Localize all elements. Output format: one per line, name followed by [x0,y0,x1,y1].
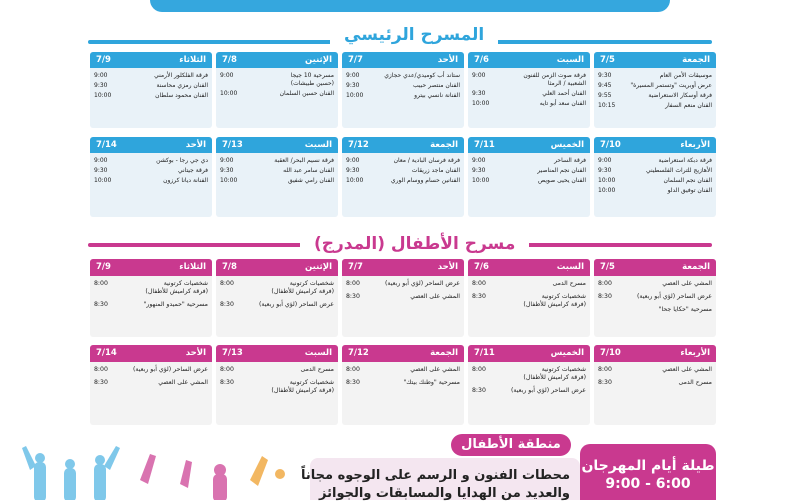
activity-time: 8:00 [346,366,360,373]
activity-name: الفنان توفيق الدلو [667,187,712,194]
kids-stage-title: مسرح الأطفال (المدرج) [300,231,529,257]
schedule-item [346,366,460,374]
day-name: الخميس [550,140,584,150]
kids-day-card [468,259,590,337]
day-date: 7/8 [222,262,237,272]
schedule-item [472,366,586,382]
day-card-header [90,345,212,362]
activity-time: 8:00 [346,280,360,287]
day-card-header [468,52,590,68]
activity-name: دي جي رجا - بوكشن [156,157,208,164]
schedule-item [220,157,334,165]
schedule-item [598,366,712,374]
day-date: 7/10 [600,140,621,150]
activity-time: 9:30 [346,82,360,89]
activity-name: موسيقات الأمن العام [659,72,712,79]
day-name: الأربعاء [680,140,710,150]
schedule-item [220,167,334,175]
festival-hours-title: طيلة أيام المهرجان [581,458,715,474]
main-day-card [594,52,716,128]
activity-time: 9:00 [220,157,234,164]
schedule-item [598,157,712,165]
activity-name: الفنان نجم السلمان [663,177,712,184]
kids-zone-line2: والعديد من الهدايا والمسابقات والجوائز [319,486,570,501]
activity-time: 8:30 [220,379,234,386]
day-name: الثلاثاء [179,55,206,65]
kids-day-card [216,345,338,425]
day-name: الأحد [185,140,206,150]
activity-time: 10:15 [598,102,616,109]
day-card-header [594,345,716,362]
main-day-card [342,52,464,128]
schedule-item [598,92,712,100]
activity-name: عرض الساحر (لؤي أبو ربعية) [637,293,712,300]
activity-time: 10:00 [598,187,616,194]
activity-name: الفنان نجم المناصير [537,167,586,174]
activity-name: مسرحية "حميدو المنهور" [143,301,208,308]
activity-name: فرقة دبكة استعراضية [658,157,712,164]
activity-name: فرقة أوسكار الاستعراضية [648,92,712,99]
activity-name: الفنانة نانسي بيترو [414,92,460,99]
activity-name: فرقة الساحر [554,157,586,164]
activity-name: شخصيات كرتونية (فرقة كراميش للأطفال) [271,280,334,295]
schedule-item [94,72,208,80]
day-name: الخميس [550,348,584,358]
main-day-card [90,137,212,217]
schedule-item [472,293,586,309]
kids-zone-panel [301,458,580,501]
activity-name: فرقة نسيم البحر/ العقبة [274,157,334,164]
activity-name: مسرح الدمى [678,379,712,386]
day-date: 7/13 [222,348,243,358]
kids-day-card [594,345,716,425]
activity-time: 9:55 [598,92,612,99]
schedule-item [346,379,460,387]
schedule-item [598,280,712,288]
activity-name: المشي على العصي [662,280,712,287]
activity-name: الأهازيج للتراث الفلسطيني [646,167,712,174]
schedule-item [220,72,334,88]
main-day-card [468,52,590,128]
activity-time: 8:30 [94,301,108,308]
day-card-header [216,137,338,153]
schedule-item [346,82,460,90]
kids-day-card [216,259,338,337]
day-name: الأحد [185,348,206,358]
day-date: 7/14 [96,348,117,358]
activity-time: 8:30 [472,387,486,394]
activity-name: الفنان محمود سلطان [155,92,208,99]
activity-time: 8:00 [472,280,486,287]
schedule-item [472,280,586,288]
kids-zone-title: منطقة الأطفال [451,434,571,456]
festival-hours-time: 6:00 - 9:00 [605,476,691,492]
activity-name: الفنانين حسام ووسام الوري [390,177,460,184]
activity-name: عرض الساحر (لؤي أبو ربعية) [259,301,334,308]
activity-name: المشي على العصي [662,366,712,373]
day-date: 7/6 [474,55,489,65]
activity-time: 9:30 [94,167,108,174]
activity-name: فرقة صوت الزمن للفنون الشعبية / الرمثا [523,72,586,87]
day-name: الثلاثاء [179,262,206,272]
schedule-item [472,177,586,185]
day-date: 7/5 [600,55,615,65]
activity-name: الفنانة ديانا كرزون [163,177,208,184]
day-date: 7/6 [474,262,489,272]
schedule-item [346,157,460,165]
schedule-item [346,167,460,175]
activity-time: 9:00 [94,157,108,164]
schedule-item [94,379,208,387]
day-date: 7/13 [222,140,243,150]
day-name: السبت [304,348,332,358]
schedule-item [346,280,460,288]
activity-name: عرض الساحر (لؤي أبو ربعية) [133,366,208,373]
activity-time: 9:30 [598,72,612,79]
kids-day-card [90,259,212,337]
day-card-header [468,345,590,362]
kids-day-card [90,345,212,425]
activity-time: 10:00 [472,100,490,107]
schedule-item [598,293,712,301]
day-name: الجمعة [430,348,458,358]
schedule-item [220,280,334,296]
schedule-item [598,187,712,195]
day-date: 7/14 [96,140,117,150]
activity-name: شخصيات كرتونية (فرقة كراميش للأطفال) [523,366,586,381]
schedule-item [598,82,712,90]
day-date: 7/12 [348,140,369,150]
schedule-item [472,157,586,165]
activity-name: مسرحية "وطنك بيتك" [403,379,460,386]
main-day-card [216,137,338,217]
activity-time: 9:00 [220,72,234,79]
activity-time: 10:00 [220,177,238,184]
schedule-item [94,82,208,90]
activity-time: 8:30 [598,379,612,386]
schedule-item [94,366,208,374]
activity-time: 10:00 [346,92,364,99]
activity-time: 10:00 [94,92,112,99]
day-card-header [342,52,464,68]
schedule-item [220,366,334,374]
activity-name: الفنان رامي شفيق [287,177,334,184]
activity-name: الفنان منعم السفار [665,102,712,109]
day-name: الجمعة [430,140,458,150]
activity-time: 9:30 [472,167,486,174]
main-day-card [594,137,716,217]
activity-time: 9:00 [346,72,360,79]
day-name: الجمعة [682,55,710,65]
day-card-header [594,137,716,153]
activity-time: 9:30 [94,82,108,89]
activity-name: شخصيات كرتونية (فرقة كراميش للأطفال) [145,280,208,295]
kids-day-card [468,345,590,425]
activity-name: مسرحية "حكايا جحا" [658,306,712,313]
day-date: 7/5 [600,262,615,272]
activity-name: شخصيات كرتونية (فرقة كراميش للأطفال) [523,293,586,308]
activity-name: المشي على العصي [158,379,208,386]
activity-time: 8:30 [220,301,234,308]
day-name: الأربعاء [680,348,710,358]
activity-time: 9:00 [472,157,486,164]
day-date: 7/11 [474,348,495,358]
main-day-card [342,137,464,217]
activity-name: عرض أوبريت "وتستمر المسيرة" [630,82,712,89]
schedule-item [472,90,586,98]
day-card-header [342,345,464,362]
day-date: 7/7 [348,55,363,65]
day-card-header [468,137,590,153]
day-card-header [594,52,716,68]
activity-time: 8:30 [472,293,486,300]
schedule-item [598,177,712,185]
day-name: الجمعة [682,262,710,272]
schedule-item [346,72,460,80]
day-name: الإثنين [304,55,332,65]
schedule-item [346,92,460,100]
activity-name: الفنان منتصر حبيب [413,82,460,89]
activity-name: الفنان ماجد زريقات [411,167,460,174]
schedule-item [598,379,712,387]
schedule-item [346,293,460,301]
day-card-header [594,259,716,276]
schedule-item [472,167,586,175]
activity-time: 8:00 [220,280,234,287]
day-name: الأحد [437,262,458,272]
activity-name: الفنان سامر عبد الله [283,167,334,174]
activity-time: 8:00 [94,280,108,287]
activity-name: المشي على العصي [410,293,460,300]
activity-time: 8:30 [346,379,360,386]
activity-name: شخصيات كرتونية (فرقة كراميش للأطفال) [271,379,334,394]
day-date: 7/9 [96,262,111,272]
kids-day-card [342,259,464,337]
day-date: 7/8 [222,55,237,65]
activity-time: 8:00 [94,366,108,373]
activity-name: عرض الساحر (لؤي أبو ربعية) [385,280,460,287]
day-card-header [342,259,464,276]
kids-zone-line1: محطات الفنون و الرسم على الوجوه مجاناً [301,468,570,483]
activity-time: 8:00 [598,366,612,373]
activity-time: 10:00 [346,177,364,184]
kids-day-card [342,345,464,425]
main-day-card [216,52,338,128]
festival-hours-panel [580,444,716,500]
activity-time: 9:30 [220,167,234,174]
activity-time: 8:30 [94,379,108,386]
day-card-header [468,259,590,276]
schedule-item [94,177,208,185]
activity-time: 9:30 [598,167,612,174]
activity-name: مسرح الدمى [300,366,334,373]
activity-time: 9:45 [598,82,612,89]
schedule-item [472,387,586,395]
activity-name: ستاند أب كوميدي/عدي حجازي [384,72,460,79]
day-card-header [216,259,338,276]
schedule-item [94,92,208,100]
activity-name: مسرح الدمى [552,280,586,287]
day-name: السبت [556,262,584,272]
activity-name: الفنان رمزي محاسنة [156,82,208,89]
schedule-item [94,167,208,175]
day-card-header [90,52,212,68]
schedule-item [472,72,586,88]
activity-time [598,306,620,314]
crowd-illustration [0,440,300,500]
activity-name: فرقة الفلكلور الأرمني [154,72,208,79]
activity-time: 8:00 [220,366,234,373]
day-name: الإثنين [304,262,332,272]
schedule-item [220,90,334,98]
kids-day-card [594,259,716,337]
activity-name: الفنان سعد أبو تايه [539,100,586,107]
day-date: 7/9 [96,55,111,65]
day-date: 7/7 [348,262,363,272]
day-date: 7/12 [348,348,369,358]
day-name: الأحد [437,55,458,65]
activity-time: 9:30 [472,90,486,97]
schedule-item [598,306,712,314]
schedule-item [220,301,334,309]
main-stage-title: المسرح الرئيسي [330,22,498,48]
activity-name: الفنان حسين السلمان [279,90,334,97]
activity-time: 9:00 [94,72,108,79]
activity-time: 8:00 [472,366,486,373]
schedule-item [598,102,712,110]
main-day-card [468,137,590,217]
day-name: السبت [304,140,332,150]
day-card-header [216,52,338,68]
activity-time: 8:00 [598,280,612,287]
activity-time: 9:00 [472,72,486,79]
activity-time: 10:00 [598,177,616,184]
schedule-item [598,72,712,80]
schedule-item [346,177,460,185]
activity-time: 9:00 [598,157,612,164]
day-card-header [216,345,338,362]
schedule-item [94,280,208,296]
activity-time: 9:30 [346,167,360,174]
activity-name: فرقة جيتاني [178,167,208,174]
activity-name: عرض الساحر (لؤي أبو ربعية) [511,387,586,394]
day-date: 7/10 [600,348,621,358]
activity-time: 9:00 [346,157,360,164]
activity-time: 10:00 [472,177,490,184]
main-day-card [90,52,212,128]
activity-name: مسرحية 10 جيجا (حسين طبيشات) [290,72,334,87]
schedule-item [598,167,712,175]
day-card-header [342,137,464,153]
activity-time: 10:00 [94,177,112,184]
day-name: السبت [556,55,584,65]
activity-name: المشي على العصي [410,366,460,373]
schedule-item [472,100,586,108]
activity-name: فرقة فرسان البادية / معان [393,157,460,164]
day-card-header [90,259,212,276]
schedule-item [220,379,334,395]
day-card-header [90,137,212,153]
activity-name: الفنان أحمد العلي [542,90,586,97]
schedule-item [220,177,334,185]
schedule-item [94,301,208,309]
activity-time: 8:30 [346,293,360,300]
day-date: 7/11 [474,140,495,150]
activity-time: 10:00 [220,90,238,97]
activity-name: الفنان يحيى صويص [538,177,586,184]
top-banner-strip [150,0,670,12]
schedule-item [94,157,208,165]
activity-time: 8:30 [598,293,612,300]
